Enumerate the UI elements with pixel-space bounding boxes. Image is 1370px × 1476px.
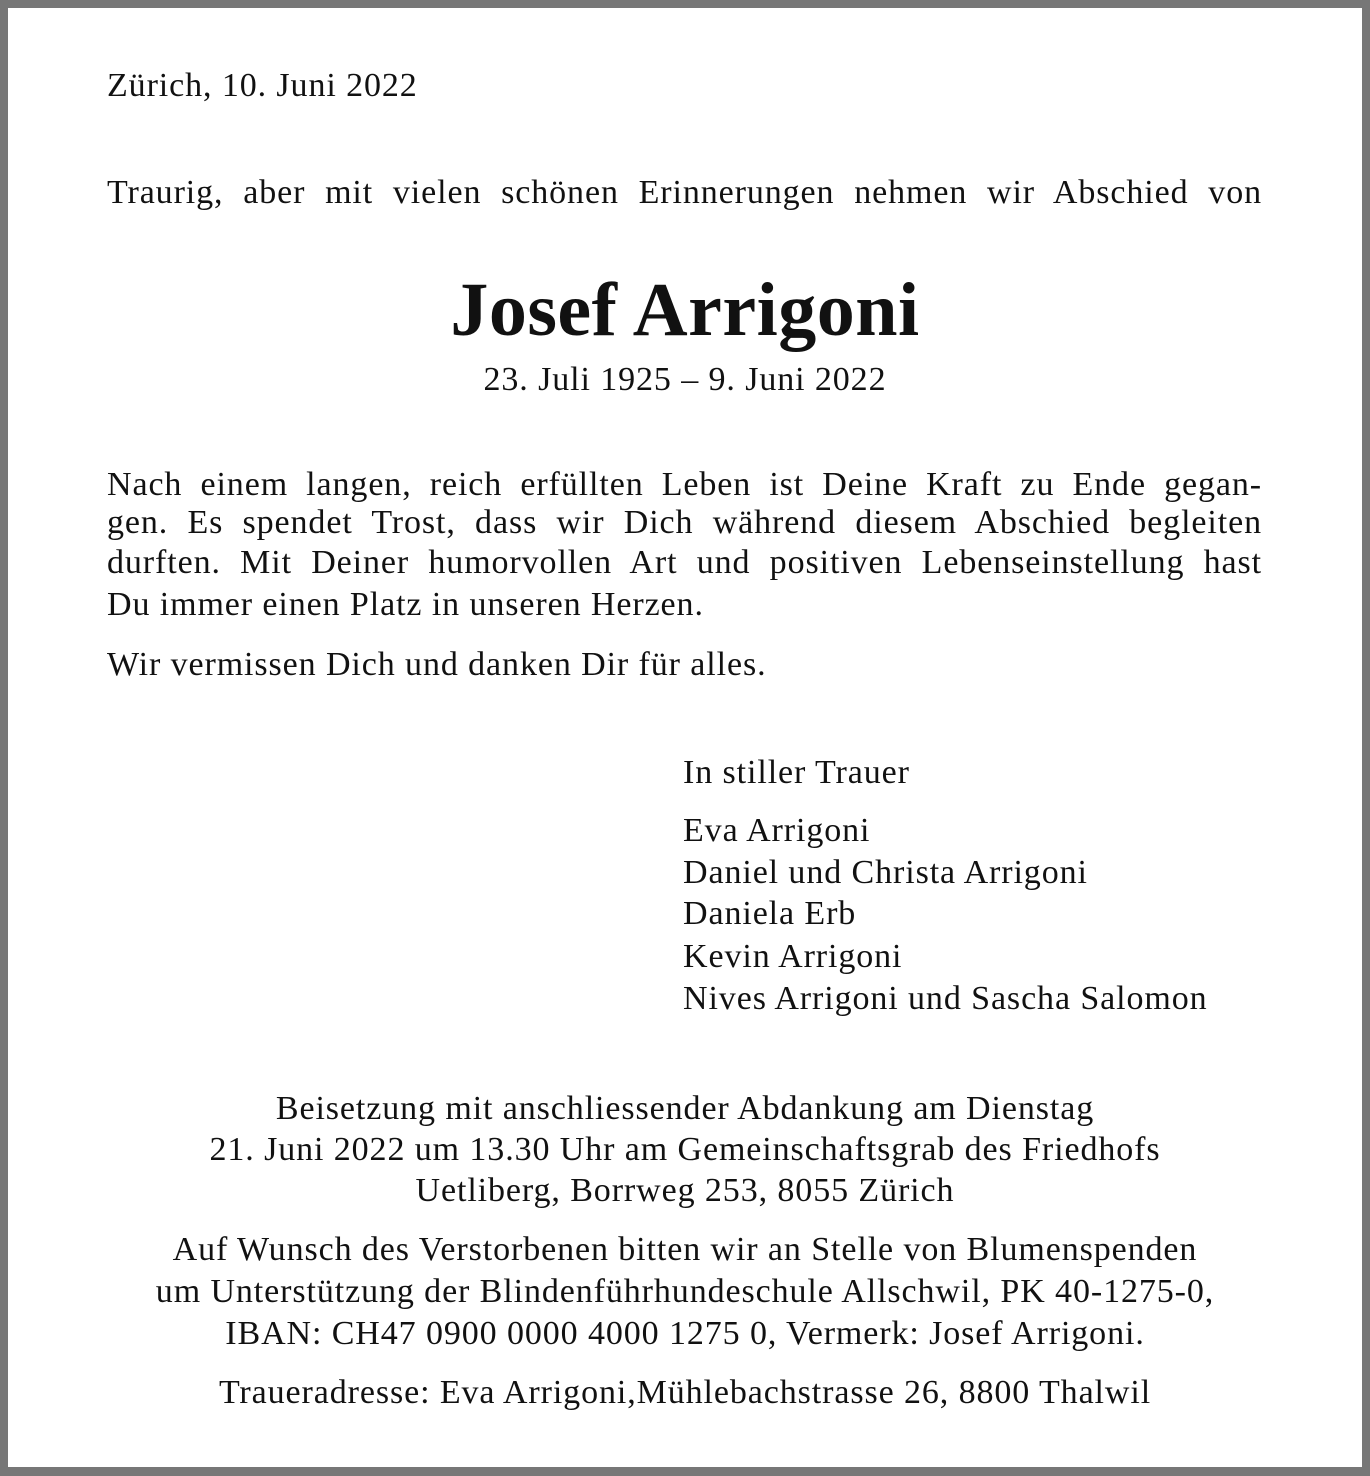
tribute-line: Du immer einen Platz in unseren Herzen. — [107, 586, 704, 623]
mourner-name: Eva Arrigoni — [683, 812, 871, 849]
funeral-line: Uetliberg, Borrweg 253, 8055 Zürich — [415, 1172, 955, 1209]
place-date: Zürich, 10. Juni 2022 — [107, 67, 418, 104]
tribute-line: Nach einem langen, reich erfüllten Leben ist Deine Kraft zu Ende gegan- — [107, 466, 1262, 503]
deceased-name: Josef Arrigoni — [450, 268, 920, 352]
life-dates: 23. Juli 1925 – 9. Juni 2022 — [483, 361, 887, 398]
mourning-address: Traueradresse: Eva Arrigoni,Mühlebachstrasse 26, 8800 Thalwil — [218, 1374, 1152, 1411]
mourner-name: Kevin Arrigoni — [683, 938, 903, 975]
mourner-name: Daniel und Christa Arrigoni — [683, 854, 1088, 891]
mourners-heading: In stiller Trauer — [683, 754, 910, 791]
intro-text: Traurig, aber mit vielen schönen Erinnerungen nehmen wir Abschied von — [107, 174, 1262, 211]
thanks-text: Wir vermissen Dich und danken Dir für alles. — [107, 646, 767, 683]
donation-line: Auf Wunsch des Verstorbenen bitten wir an Stelle von Blumenspenden — [172, 1231, 1198, 1268]
donation-line: um Unterstützung der Blindenführhundeschule Allschwil, PK 40-1275-0, — [155, 1273, 1215, 1310]
mourner-name: Daniela Erb — [683, 895, 857, 932]
donation-line: IBAN: CH47 0900 0000 4000 1275 0, Vermerk: Josef Arrigoni. — [225, 1315, 1145, 1352]
tribute-line: durften. Mit Deiner humorvollen Art und positiven Lebenseinstellung hast — [107, 544, 1262, 581]
funeral-line: Beisetzung mit anschliessender Abdankung am Dienstag — [275, 1090, 1095, 1127]
funeral-line: 21. Juni 2022 um 13.30 Uhr am Gemeinschaftsgrab des Friedhofs — [209, 1131, 1161, 1168]
mourner-name: Nives Arrigoni und Sascha Salomon — [683, 980, 1208, 1017]
tribute-line: gen. Es spendet Trost, dass wir Dich während diesem Abschied begleiten — [107, 504, 1262, 541]
